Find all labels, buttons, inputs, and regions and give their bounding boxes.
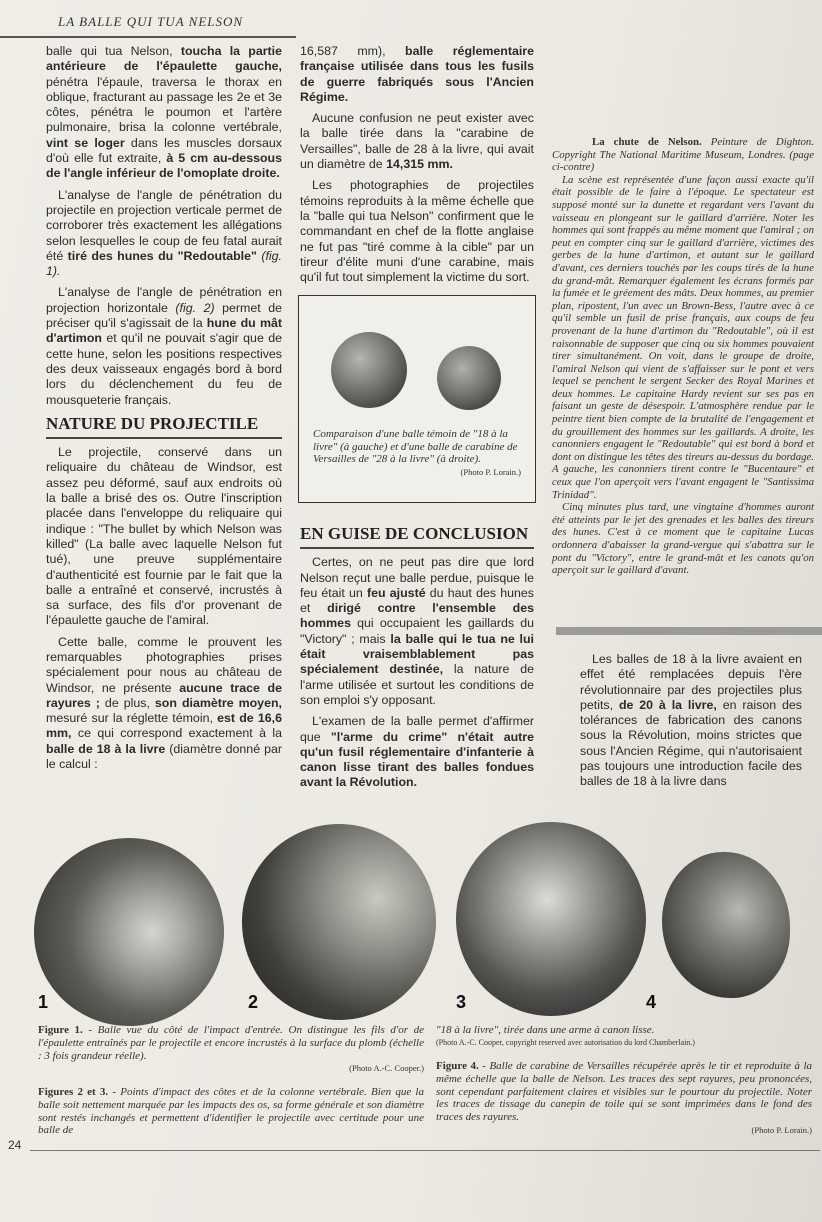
col1-paragraph-5: Cette balle, comme le prouvent les remarquables photographies prises spécialement pour nous au château de Windsor, ne présente aucune trace de rayures ; de plus, son diamètre moyen, mesuré sur la réglette témoin, est de 16,6 mm, ce qui correspond exactement à la balle de 18 à la livre (diamètre donné par le calcul : — [46, 634, 283, 772]
figures-2-3-caption-continued: "18 à la livre", tirée dans une arme à canon lisse. (Photo A.-C. Cooper, copyright reserved avec autorisation du lord Chamberlain.) — [436, 1024, 695, 1047]
page-number: 24 — [8, 1138, 22, 1152]
figure-1-caption: Figure 1. - Balle vue du côté de l'impact d'entrée. On distingue les fils d'or de l'épaulette entraînés par le projectile et encore incrustés à la surface du plomb (échelle : 3 fois grandeur réelle). (Photo A.-C. Cooper.) — [38, 1024, 424, 1074]
figure-label-4: 4 — [646, 992, 657, 1012]
column-1 — [46, 44, 282, 778]
header-rule — [0, 36, 296, 38]
painting-caption: La chute de Nelson. Peinture de Dighton. Copyright The National Maritime Museum, Londres. (page ci-contre) La scène est représentée d'une façon aussi exacte qu'il était possible de le faire à l'époque. Le spectateur est supposé monté sur la dunette et regardant vers l'avant du vaisseau en plongeant sur le gaillard d'arrière. Noter les hommes qui sont frappés au même moment que l'amiral ; on peut en compter cinq sur le gaillard d'arrière, victimes des gerbes de la hune d'artimon, et autant sur le gaillard d'avant, ces derniers touchés par les coups tirés de la hune du grand-mât. Remarquer également les écrans formés par la fumée et le gréement des mâts. Deux hommes, au premier plan, ripostent, l'un avec un Brown-Bess, l'autre avec à ce qu'il semble un fusil de prise français, aux coups de feu provenant de la hune d'artimon du "Redoutable", où il est raisonnable de supposer que cinq ou six hommes pouvaient tirer simultanément. On voit, dans le groupe de droite, l'amiral Nelson qui vient de s'affaisser sur le pont et vers lequel se penchent le sergent Secker des Royal Marines et deux hommes. Le capitaine Hardy revient sur ses pas en faisant un geste de désespoir. L'atmosphère rendue par le peintre tient bien compte de la brutalité de l'engagement et du grouillement des hommes sur les gaillards. A droite, les canonniers engagent le "Redoutable" qui est bord à bord et dont on distingue les têtes des tireurs au-dessus du bordage. A gauche, les canonniers tirent contre le "Bucentaure" et ceux que l'on aperçoit vers l'avant engagent le "Santissima Trinidad". Cinq minutes plus tard, une vingtaine d'hommes auront été atteints par le jet des grenades et les balles des tireurs des hunes. C'est à ce moment que le capitaine Lucas ordonnera d'abaisser la grand-vergue qui s'abattra sur le pont du "Victory", entre le grand-mât et les canots qu'on aperçoit sur le gaillard d'avant. — [552, 136, 815, 577]
comparison-photo — [298, 295, 536, 503]
col1-paragraph-4: Le projectile, conservé dans un reliquaire du château de Windsor, est assez peu déformé, sauf aux endroits où la balle a brisé des os. Outre l'inscription placée dans l'enveloppe du reliquaire qui indique : "The bullet by which Nelson was killed" (La balle avec laquelle Nelson fut tué), une preuve supplémentaire d'authenticité est fournie par le fait que la balle a entraîné et conservé, incrustés à sa surface, des fils d'or provenant de l'épaulette gauche de l'amiral. — [46, 445, 282, 628]
figure-label-3: 3 — [456, 992, 467, 1012]
ball-18-photo — [331, 332, 407, 408]
col2-paragraph-3: Les photographies de projectiles témoins reproduits à la même échelle que la "balle qui tua Nelson" confirment que le commandant en chef de la flotte anglaise ne fut pas "tiré comme à la cible" par un tireur d'élite muni d'une carabine, mais qu'il fut tout simplement la victime du sort. — [300, 178, 534, 285]
section-heading-conclusion: EN GUISE DE CONCLUSION — [300, 524, 529, 543]
heading-rule — [46, 437, 282, 439]
col2-paragraph-5: L'examen de la balle permet d'affirmer que "l'arme du crime" n'était autre qu'un fusil réglementaire d'infanterie à canon lisse tirant des balles fondues avant la Révolution. — [300, 714, 534, 790]
figure-label-2: 2 — [248, 992, 259, 1012]
column-3 — [580, 652, 802, 796]
col2-paragraph-4: Certes, on ne peut pas dire que lord Nelson reçut une balle perdue, puisque le feu était un feu ajusté du haut des hunes et dirigé contre l'ensemble des hommes qui occupaient les gaillards du "Victory" ; mais la balle qui le tua ne lui était vraisemblablement pas spécialement destinée, la nature de l'arme utilisée et surtout les conditions de son emploi s'y opposant. — [300, 555, 535, 707]
section-heading-nature: NATURE DU PROJECTILE — [46, 413, 259, 433]
heading-rule-2 — [300, 547, 534, 549]
bullet-figure-2 — [242, 824, 436, 1020]
figure-4-caption: Figure 4. - Balle de carabine de Versailles récupérée après le tir et reproduite à la même échelle que la balle de Nelson. Les traces des sept rayures, peu prononcées, sont cependant parfaitement claires et visibles sur le pourtour du projectile. Noter les traces de tissage du canepin de toile qui se sont imprimées dans le fond des traces des rayures. (Photo P. Lorain.) — [436, 1060, 812, 1135]
footer-rule — [30, 1150, 820, 1151]
figures-2-3-caption: Figures 2 et 3. - Points d'impact des côtes et de la colonne vertébrale. Bien que la balle soit nettement marquée par les impacts des os, sa forme générale et son diamètre sont restés inchangés et permettent d'identifier le projectile avec certitude pour une balle de — [38, 1086, 424, 1137]
bullet-figure-1 — [34, 838, 224, 1026]
figure-row — [0, 812, 822, 1022]
figure-label-1: 1 — [38, 992, 49, 1012]
col2-paragraph-1: 16,587 mm), balle réglementaire française utilisée dans tous les fusils de guerre fabriqués sous l'Ancien Régime. — [300, 44, 534, 104]
column-2-lower — [300, 526, 534, 797]
col3-paragraph-1: Les balles de 18 à la livre avaient en effet été remplacées depuis l'ère révolutionnaire par des projectiles plus petits, de 20 à la livre, en raison des tolérances de fabrication des canons sous la Révolution, moins strictes que sous l'Ancien Régime, qui n'autorisaient pas toujours une introduction facile des balles de 18 à la livre dans — [580, 652, 802, 789]
col1-paragraph-1: balle qui tua Nelson, toucha la partie antérieure de l'épaulette gauche, pénétra l'épaule, traversa le thorax en oblique, fracturant au passage les 2e et 3e côtes, pénétra le poumon et l'artère pulmonaire, brisa la colonne vertébrale, vint se loger dans les muscles dorsaux d'où elle fut extraite, à 5 cm au-dessous de l'angle inférieur de l'omoplate droite. — [46, 44, 283, 181]
col1-paragraph-2: L'analyse de l'angle de pénétration du projectile en projection verticale permet de corroborer très exactement les allégations selon lesquelles le coup de feu fatal aurait été tiré des hunes du "Redoutable" (fig. 1). — [46, 187, 282, 279]
comparison-photo-caption: Comparaison d'une balle témoin de "18 à la livre" (à gauche) et d'une balle de carabine de Versailles de "28 à la livre" (à droite). (Photo P. Lorain.) — [313, 428, 521, 477]
bullet-figure-4 — [662, 852, 790, 998]
col1-paragraph-3: L'analyse de l'angle de pénétration en projection horizontale (fig. 2) permet de préciser qu'il s'agissait de la hune du mât d'artimon et qu'il ne pouvait s'agir que de cette hune, selon les positions respectives des deux vaisseaux engagés bord à bord lors du déclenchement du feu de mousqueterie français. — [46, 285, 282, 407]
ball-28-photo — [437, 346, 501, 410]
col2-paragraph-2: Aucune confusion ne peut exister avec la balle tirée dans la "carabine de Versailles", balle de 28 à la livre, qui avait un diamètre de 14,315 mm. — [300, 111, 534, 172]
running-head: LA BALLE QUI TUA NELSON — [58, 14, 244, 29]
column-2 — [300, 44, 534, 291]
caption-separator-band — [556, 627, 822, 635]
bullet-figure-3 — [456, 822, 646, 1016]
